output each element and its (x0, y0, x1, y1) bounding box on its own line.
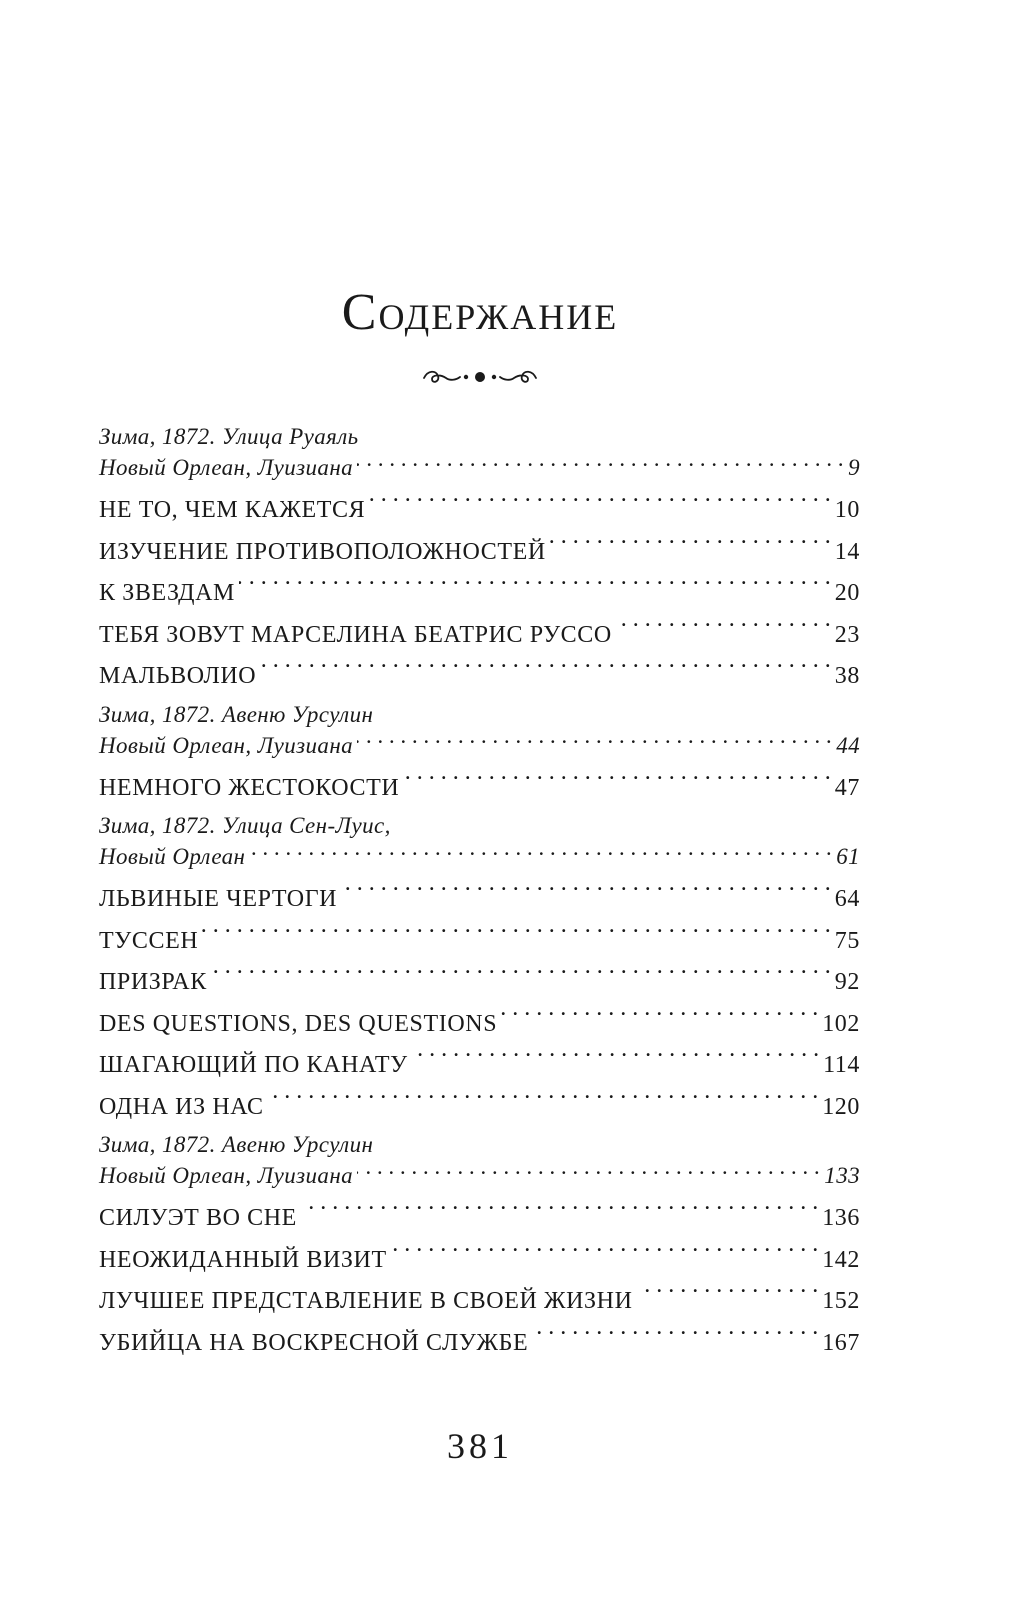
toc-entry (99, 420, 860, 490)
dot-leader (403, 771, 831, 795)
toc-entry-subtitle: Зима, 1872. Авеню Урсулин (99, 701, 374, 727)
page-title: Содержание (341, 284, 619, 341)
toc-entry-title: ТЕБЯ ЗОВУТ МАРСЕЛИНА БЕАТРИС РУССО (99, 621, 612, 648)
dot-leader (501, 1007, 818, 1031)
toc-page-number: 75 (834, 927, 860, 954)
toc-page-number: 23 (834, 621, 860, 648)
toc-page-number: 14 (834, 538, 860, 565)
toc-entry-title: НЕ ТО, ЧЕМ КАЖЕТСЯ (99, 497, 366, 523)
toc-entry-title: НЕМНОГО ЖЕСТОКОСТИ (99, 774, 400, 801)
toc-entry-title: НЕОЖИДАННЫЙ ВИЗИТ (99, 1246, 387, 1273)
dot-leader (637, 1284, 819, 1308)
toc-entry (99, 768, 860, 810)
toc-entry-subtitle: Зима, 1872. Улица Сен-Луис, (99, 813, 391, 838)
dot-leader (239, 576, 831, 600)
toc-page-number: 20 (834, 580, 860, 606)
dot-leader (532, 1326, 818, 1350)
toc-entry (99, 879, 860, 921)
toc-entry-title: МАЛЬВОЛИО (99, 663, 257, 689)
toc-entry-title: К ЗВЕЗДАМ (99, 580, 235, 606)
toc-entry-title: ЛУЧШЕЕ ПРЕДСТАВЛЕНИЕ В СВОЕЙ ЖИЗНИ (99, 1288, 633, 1314)
toc-entry (99, 490, 860, 532)
toc-entry (99, 921, 860, 963)
flourish-ornament-icon (420, 362, 540, 392)
toc-entry-subtitle: Зима, 1872. Авеню Урсулин (99, 1132, 374, 1157)
toc-page-number: 10 (834, 497, 860, 523)
dot-leader (268, 1090, 819, 1114)
toc-page-number: 9 (848, 455, 860, 480)
toc-entry (99, 1045, 860, 1087)
toc-entry-title: ШАГАЮЩИЙ ПО КАНАТУ (99, 1052, 408, 1078)
dot-leader (249, 841, 832, 864)
toc-page-number: 133 (824, 1163, 860, 1188)
toc-page-number: 142 (822, 1246, 860, 1273)
toc-entry (99, 573, 860, 615)
dot-leader (211, 965, 831, 989)
toc-page-number: 120 (822, 1093, 860, 1120)
toc-page-number: 38 (834, 663, 860, 689)
toc-entry-location: Новый Орлеан, Луизиана (99, 1163, 354, 1188)
toc-entry (99, 532, 860, 574)
toc-entry-title: ТУССЕН (99, 927, 199, 954)
toc-page-number: 102 (822, 1010, 860, 1037)
toc-entry (99, 1323, 860, 1365)
dot-leader (616, 618, 831, 642)
dot-leader (202, 924, 831, 948)
toc-entry (99, 1198, 860, 1240)
toc-page-number: 64 (834, 886, 860, 912)
toc-entry (99, 809, 860, 879)
dot-leader (357, 1160, 820, 1183)
toc-page-number: 152 (822, 1288, 860, 1314)
toc-entry-location: Новый Орлеан, Луизиана (99, 732, 354, 758)
toc-page-number: 47 (834, 774, 860, 801)
page-number: 381 (447, 1426, 513, 1466)
toc-entry-location: Новый Орлеан, Луизиана (99, 455, 354, 480)
toc-entry-location: Новый Орлеан (99, 844, 246, 869)
toc-entry-title: СИЛУЭТ ВО СНЕ (99, 1205, 297, 1231)
dot-leader (369, 493, 831, 517)
dot-leader (301, 1201, 818, 1225)
toc-entry-title: ЛЬВИНЫЕ ЧЕРТОГИ (99, 886, 338, 912)
dot-leader (357, 730, 832, 753)
toc-entry (99, 1281, 860, 1323)
toc-entry-title: DES QUESTIONS, DES QUESTIONS (99, 1010, 498, 1037)
toc-entry-title: ПРИЗРАК (99, 969, 207, 995)
dot-leader (391, 1243, 818, 1267)
dot-leader (357, 452, 844, 475)
toc-entry (99, 1240, 860, 1282)
toc-page-number: 61 (836, 844, 860, 869)
toc-entry (99, 1087, 860, 1129)
toc-entry (99, 1128, 860, 1198)
dot-leader (550, 535, 831, 559)
toc-page-number: 167 (822, 1329, 860, 1356)
toc-entry (99, 962, 860, 1004)
toc-entry (99, 1004, 860, 1046)
dot-leader (260, 659, 831, 683)
toc-entry (99, 656, 860, 698)
toc-entry-title: УБИЙЦА НА ВОСКРЕСНОЙ СЛУЖБЕ (99, 1329, 529, 1356)
toc-entry-title: ОДНА ИЗ НАС (99, 1093, 264, 1120)
toc-entry (99, 615, 860, 657)
dot-leader (341, 882, 831, 906)
toc-entry-title: ИЗУЧЕНИЕ ПРОТИВОПОЛОЖНОСТЕЙ (99, 538, 546, 565)
dot-leader (412, 1048, 819, 1072)
toc-entry (99, 698, 860, 768)
toc-page-number: 44 (836, 732, 860, 758)
toc-entry-subtitle: Зима, 1872. Улица Руаяль (99, 424, 359, 449)
toc-page-number: 92 (834, 969, 860, 995)
toc-page-number: 136 (822, 1205, 860, 1231)
toc-page-number: 114 (823, 1052, 860, 1078)
table-of-contents (99, 420, 860, 1364)
